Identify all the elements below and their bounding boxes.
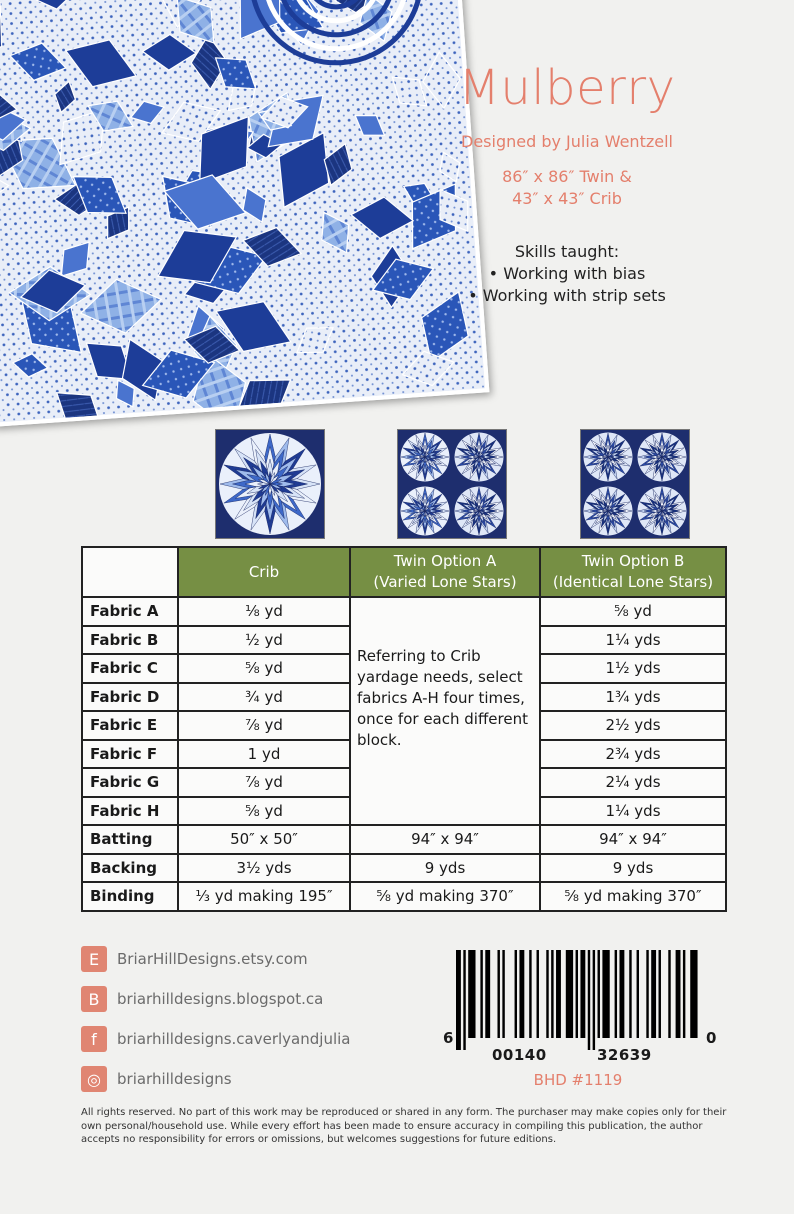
crib-cell: 50″ x 50″ — [178, 825, 350, 854]
twin-b-cell: 1¾ yds — [540, 683, 726, 712]
row-label: Fabric A — [82, 597, 178, 626]
social-link-text: briarhilldesigns.blogspot.ca — [117, 990, 324, 1008]
legal-notice: All rights reserved. No part of this work may be reproduced or shared in any form. The purchaser may make copies only for their own personal/household use. While every effort has been made to ensure accuracy in compiling this publication, the author accepts no responsibility for errors or omissions, but welcomes suggestions for future editions. — [81, 1107, 727, 1145]
twin-b-cell: 1¼ yds — [540, 626, 726, 655]
skills-title: Skills taught: — [514, 242, 620, 261]
twin-a-cell: ⅝ yd making 370″ — [350, 882, 540, 911]
etsy-icon: E — [81, 946, 107, 972]
barcode-group-2: 32639 — [597, 1046, 652, 1064]
row-label: Fabric F — [82, 740, 178, 769]
twin-a-note-cell: Referring to Crib yardage needs, select fabrics A-H four times, once for each different block. — [350, 597, 540, 825]
crib-cell: ½ yd — [178, 626, 350, 655]
twin-b-cell: 2¾ yds — [540, 740, 726, 769]
pattern-code: BHD #1119 — [533, 1071, 623, 1089]
skills-taught — [440, 241, 694, 307]
barcode-lead-digit: 6 — [443, 1029, 454, 1047]
crib-cell: ⅝ yd — [178, 654, 350, 683]
header-twin-option-b: Twin Option B (Identical Lone Stars) — [540, 547, 726, 597]
social-link[interactable] — [81, 1025, 381, 1053]
row-label: Fabric B — [82, 626, 178, 655]
crib-cell: 1 yd — [178, 740, 350, 769]
table-row — [82, 854, 726, 883]
designer-credit: Designed by Julia Wentzell — [461, 132, 673, 151]
quilt-photo — [0, 0, 489, 427]
crib-cell: ⅞ yd — [178, 768, 350, 797]
pattern-title: Mulberry — [458, 60, 676, 116]
skill-item: • Working with bias — [488, 264, 646, 283]
twin-b-cell: 9 yds — [540, 854, 726, 883]
size-twin: 86″ x 86″ Twin & — [502, 167, 632, 186]
twin-b-cell: 1½ yds — [540, 654, 726, 683]
twin-b-cell: 94″ x 94″ — [540, 825, 726, 854]
twin-b-cell: 2¼ yds — [540, 768, 726, 797]
yardage-table — [81, 546, 727, 912]
twin-option-a-thumbnail — [398, 430, 506, 538]
row-label: Fabric G — [82, 768, 178, 797]
social-link[interactable] — [81, 945, 381, 973]
quilt-sizes — [440, 166, 694, 210]
barcode-check-digit: 0 — [706, 1029, 717, 1047]
blogger-icon: B — [81, 986, 107, 1012]
header-blank-cell — [82, 547, 178, 597]
table-row — [82, 825, 726, 854]
twin-a-cell: 9 yds — [350, 854, 540, 883]
twin-b-cell: ⅝ yd making 370″ — [540, 882, 726, 911]
table-row — [82, 882, 726, 911]
row-label: Fabric D — [82, 683, 178, 712]
facebook-icon: f — [81, 1026, 107, 1052]
row-label: Binding — [82, 882, 178, 911]
crib-cell: ¾ yd — [178, 683, 350, 712]
twin-b-cell: ⅝ yd — [540, 597, 726, 626]
row-label: Fabric E — [82, 711, 178, 740]
skill-item: • Working with strip sets — [468, 286, 666, 305]
twin-a-cell: 94″ x 94″ — [350, 825, 540, 854]
barcode — [456, 950, 700, 1050]
social-link-text: BriarHillDesigns.etsy.com — [117, 950, 308, 968]
table-header-row — [82, 547, 726, 597]
row-label: Fabric H — [82, 797, 178, 826]
row-label: Batting — [82, 825, 178, 854]
header-crib: Crib — [178, 547, 350, 597]
twin-b-cell: 1¼ yds — [540, 797, 726, 826]
instagram-icon: ◎ — [81, 1066, 107, 1092]
twin-option-b-thumbnail — [581, 430, 689, 538]
crib-cell: ⅛ yd — [178, 597, 350, 626]
size-crib: 43″ x 43″ Crib — [512, 189, 622, 208]
row-label: Fabric C — [82, 654, 178, 683]
crib-cell: 3½ yds — [178, 854, 350, 883]
social-link-text: briarhilldesigns — [117, 1070, 232, 1088]
barcode-group-1: 00140 — [492, 1046, 547, 1064]
row-label: Backing — [82, 854, 178, 883]
crib-cell: ⅞ yd — [178, 711, 350, 740]
social-link[interactable] — [81, 985, 381, 1013]
crib-cell: ⅓ yd making 195″ — [178, 882, 350, 911]
social-link[interactable] — [81, 1065, 381, 1093]
header-twin-option-a: Twin Option A (Varied Lone Stars) — [350, 547, 540, 597]
crib-cell: ⅝ yd — [178, 797, 350, 826]
table-row — [82, 597, 726, 626]
social-link-text: briarhilldesigns.caverlyandjulia — [117, 1030, 351, 1048]
crib-quilt-thumbnail — [216, 430, 324, 538]
twin-b-cell: 2½ yds — [540, 711, 726, 740]
